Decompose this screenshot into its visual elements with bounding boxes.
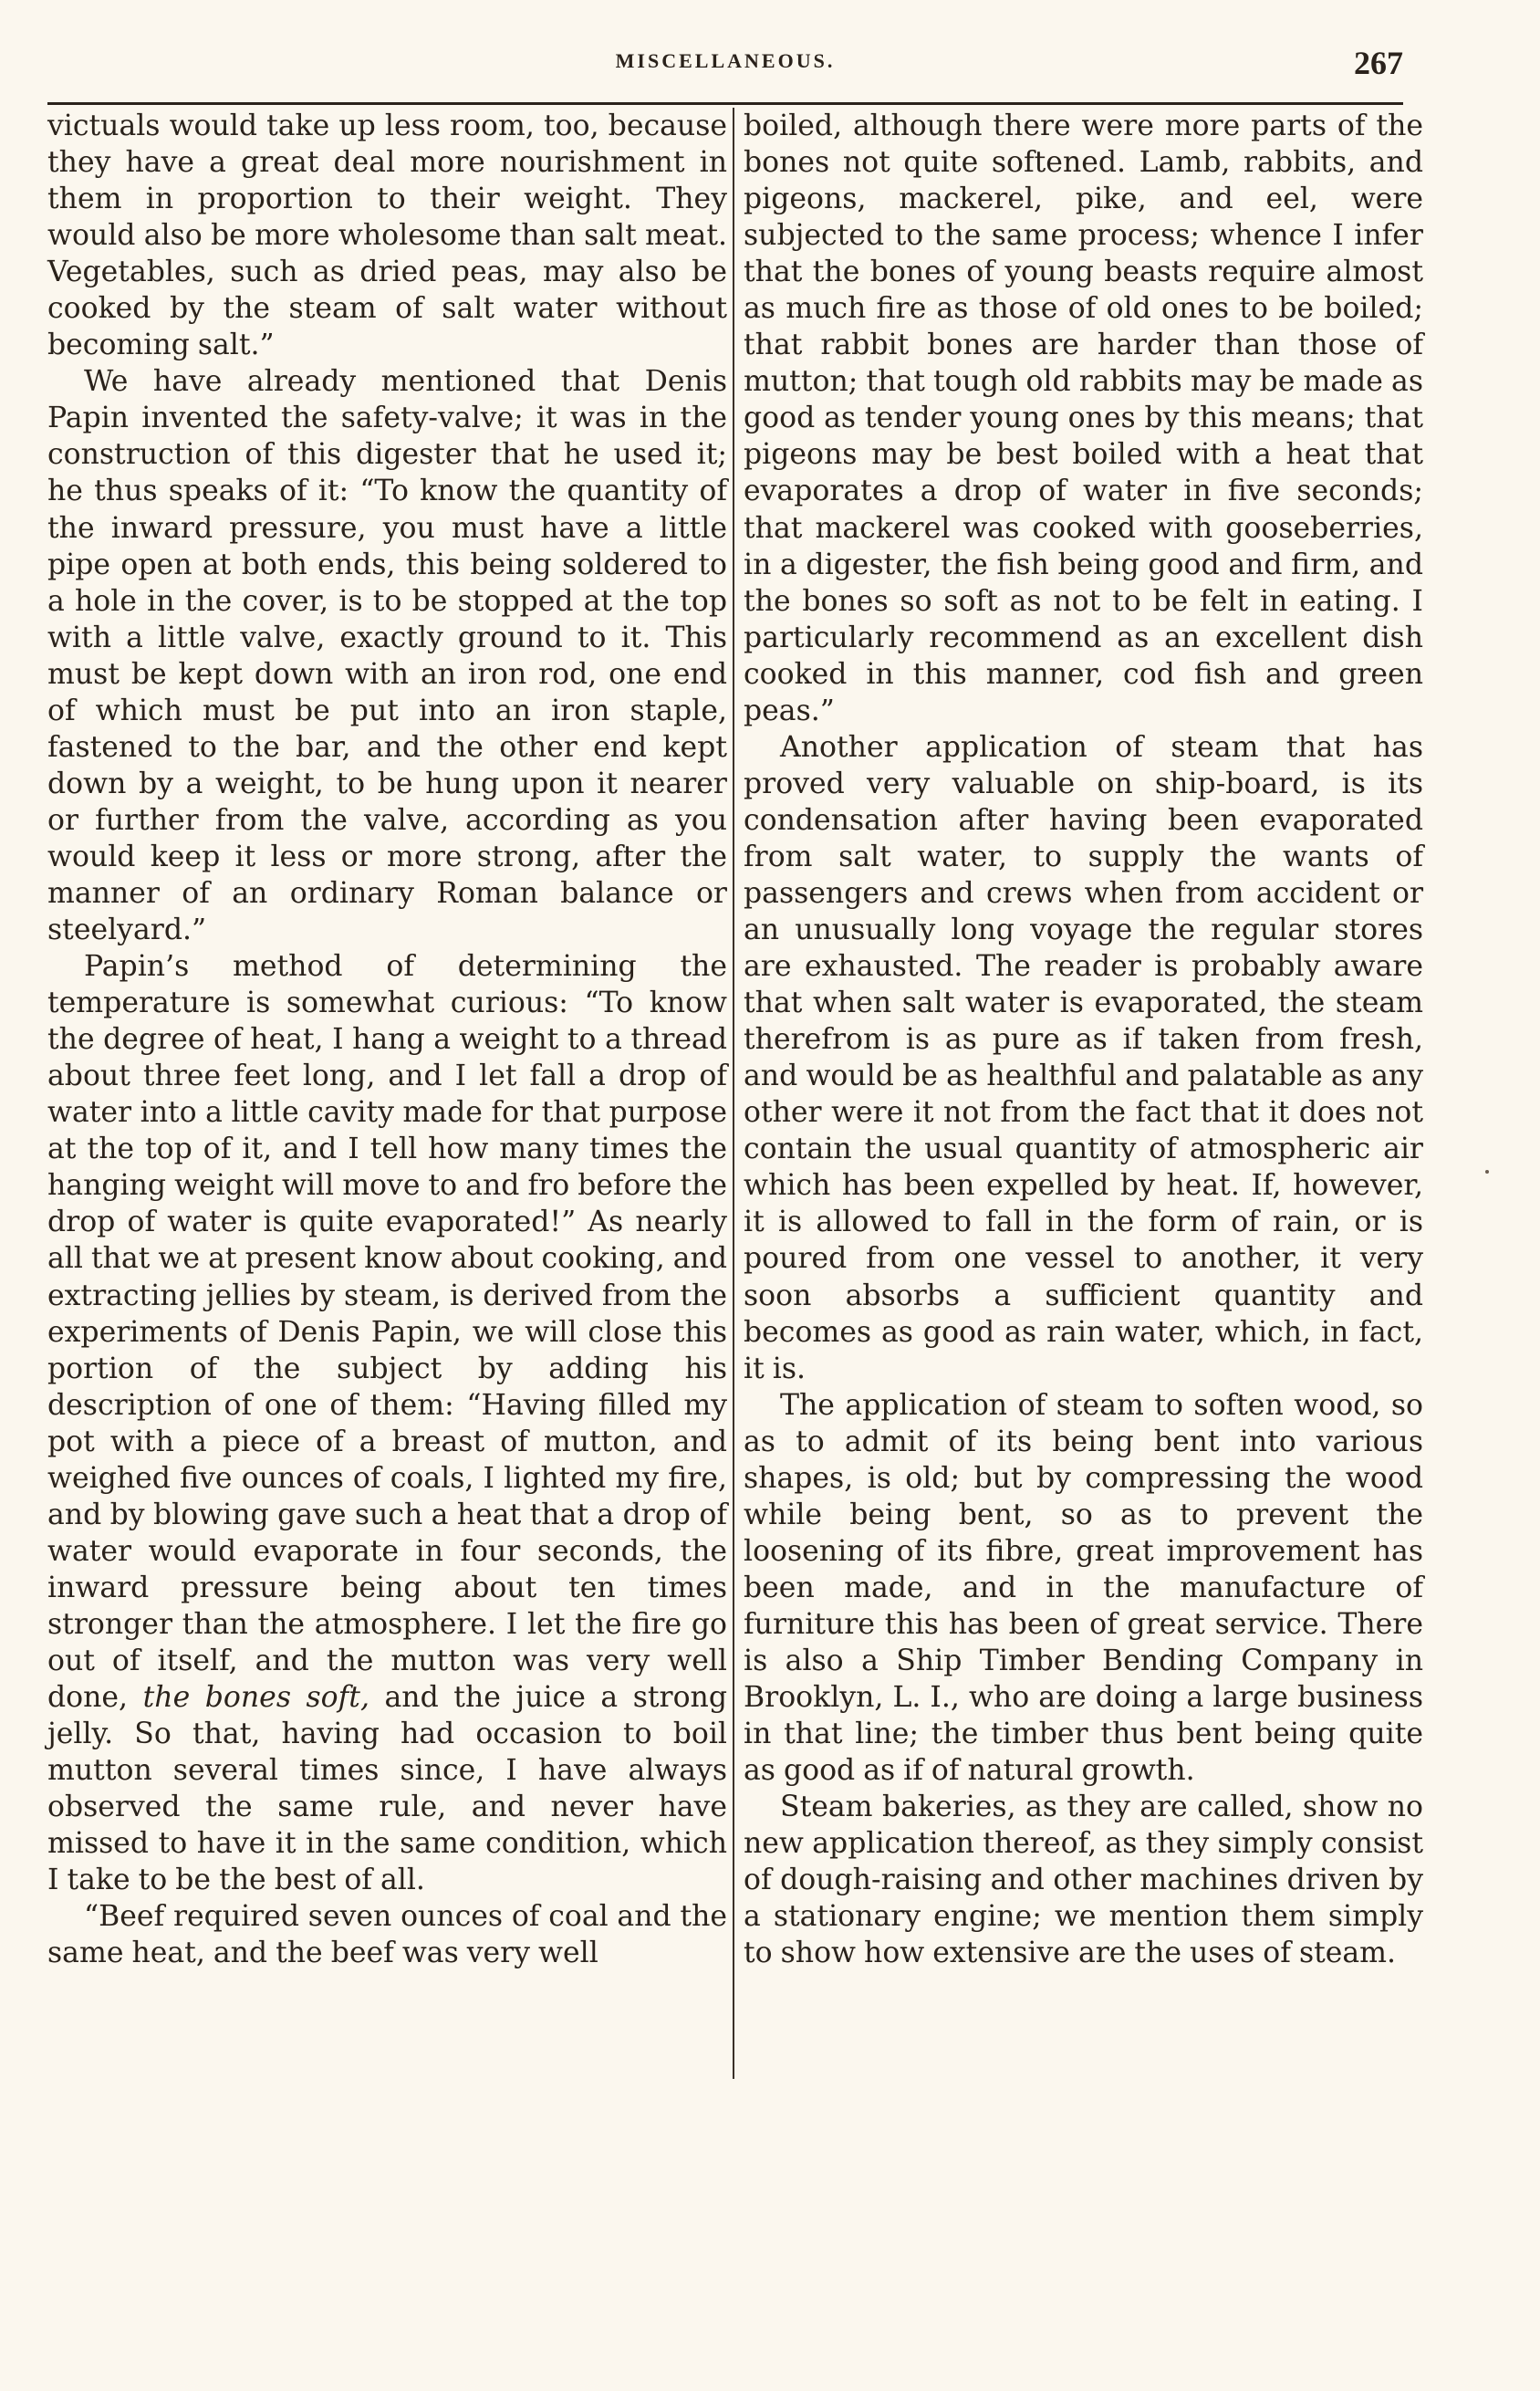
left-column (47, 108, 727, 1971)
left-paragraph-1: victuals would take up less room, too, because they have a great deal more nourishment in them in proportion to their weight. They would also be more wholesome than salt meat. Vegetables, such as dried peas, may also be cooked by the steam of salt water without becoming salt.” (47, 110, 727, 362)
left-paragraph-4: “Beef required seven ounces of coal and the same heat, and the beef was very well (47, 1900, 727, 1970)
running-head (47, 45, 1403, 86)
left-paragraph-3-text-b: and the juice a strong jelly. So that, having had occasion to boil mutton several times since, I have always observed the same rule, and never have missed to have it in the same condition, which I take to be the best of all. (47, 1681, 728, 1897)
section-title: MISCELLANEOUS. (615, 49, 836, 72)
right-paragraph-2: Another application of steam that has proved very valuable on ship-board, is its condensation after having been evaporated from salt water, to supply the wants of passengers and crews when from accident or an unusually long voyage the regular stores are exhausted. The reader is probably aware that when salt water is evaporated, the steam therefrom is as pure as if taken from fresh, and would be as healthful and palatable as any other were it not from the fact that it does not contain the usual quantity of atmospheric air which has been expelled by heat. If, however, it is allowed to fall in the form of rain, or is poured from one vessel to another, it very soon absorbs a sufficient quantity and becomes as good as rain water, which, in fact, it is. (744, 730, 1423, 1385)
right-paragraph-3: The application of steam to soften wood, so as to admit of its being bent into various shapes, is old; but by compressing the wood while being bent, so as to prevent the loosening of its fibre, great improvement has been made, and in the manufacture of furniture this has been of great service. There is also a Ship Timber Bending Company in Brooklyn, L. I., who are doing a large business in that line; the timber thus bent being quite as good as if of natural growth. (744, 1388, 1423, 1788)
left-paragraph-3 (47, 948, 727, 1898)
left-paragraph-2: We have already mentioned that Denis Papin invented the safety-valve; it was in the construction of this digester that he used it; he thus speaks of it: “To know the quantity of the inward pressure, you must have a little pipe open at both ends, this being soldered to a hole in the cover, is to be stopped at the top with a little valve, exactly ground to it. This must be kept down with an iron rod, one end of which must be put into an iron staple, fastened to the bar, and the other end kept down by a weight, to be hung upon it nearer or further from the valve, according as you would keep it less or more strong, after the manner of an ordinary Roman balance or steelyard.” (47, 365, 727, 947)
column-divider (733, 108, 734, 2079)
header-rule (47, 102, 1403, 105)
margin-speck (1485, 1170, 1489, 1174)
left-paragraph-3-italic: the bones soft, (142, 1681, 369, 1715)
left-paragraph-3-text-a: Papin’s method of determining the temperature is somewhat curious: “To know the degree of heat, I hang a weight to a thread about three feet long, and I let fall a drop of water into a little cavity made for that purpose at the top of it, and I tell how many times the hanging weight will move to and fro before the drop of water is quite evaporated!” As nearly all that we at present know about cooking, and extracting jellies by steam, is derived from the experiments of Denis Papin, we will close this portion of the subject by adding his description of one of them: “Having filled my pot with a piece of a breast of mutton, and weighed five ounces of coals, I lighted my fire, and by blowing gave such a heat that a drop of water would evaporate in four seconds, the inward pressure being about ten times stronger than the atmosphere. I let the fire go out of itself, and the mutton was very well done, (47, 950, 727, 1715)
right-paragraph-4: Steam bakeries, as they are called, show no new application thereof, as they simply consist of dough-raising and other machines driven by a stationary engine; we mention them simply to show how extensive are the uses of steam. (744, 1791, 1423, 1970)
page-number: 267 (1354, 45, 1403, 81)
right-paragraph-1: boiled, although there were more parts of the bones not quite softened. Lamb, rabbits, and pigeons, mackerel, pike, and eel, were subjected to the same process; whence I infer that the bones of young beasts require almost as much fire as those of old ones to be boiled; that rabbit bones are harder than those of mutton; that tough old rabbits may be made as good as tender young ones by this means; that pigeons may be best boiled with a heat that evaporates a drop of water in five seconds; that mackerel was cooked with gooseberries, in a digester, the fish being good and firm, and the bones so soft as not to be felt in eating. I particularly recommend as an excellent dish cooked in this manner, cod fish and green peas.” (744, 110, 1423, 727)
right-column (744, 108, 1423, 1971)
